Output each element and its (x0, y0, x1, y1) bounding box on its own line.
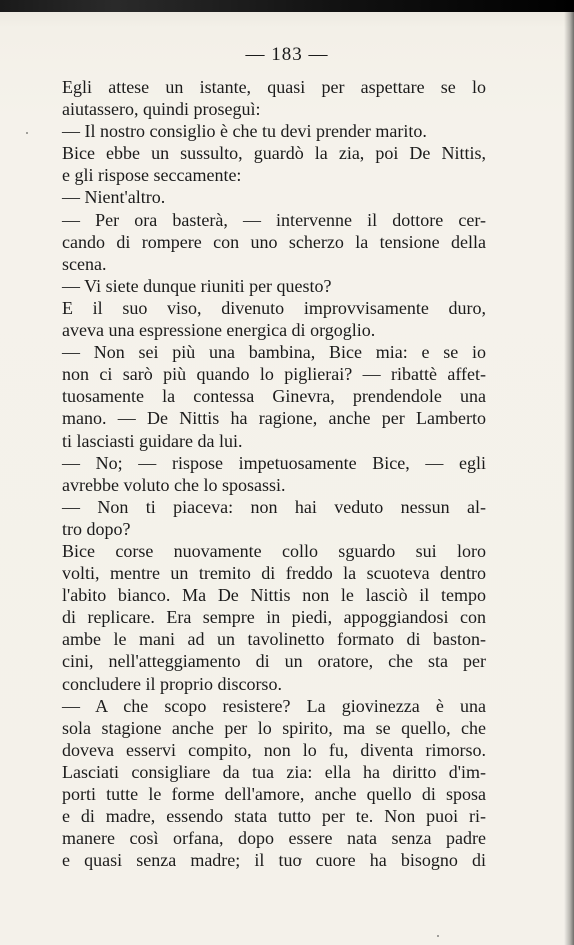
scan-top-edge (0, 0, 574, 12)
text-line: — Vi siete dunque riuniti per questo? (62, 275, 332, 296)
text-line: ti lasciasti guidare da lui. (62, 430, 243, 451)
text-line: tuosamente la contessa Ginevra, prendendole una (62, 386, 486, 407)
text-line: cando di rompere con uno scherzo la tensione della (62, 231, 486, 252)
text-line: volti, mentre un tremito di freddo la scuoteva dentro (62, 563, 486, 584)
page-number: — 183 — (245, 44, 329, 65)
text-line: porti tutte le forme dell'amore, anche quello di sposa (62, 784, 486, 804)
text-line: l'abito bianco. Ma De Nittis non le lasciò il tempo (62, 585, 486, 606)
text-line: avrebbe voluto che lo sposassi. (62, 474, 286, 495)
text-line: Egli attese un istante, quasi per aspettare se lo (62, 77, 486, 97)
text-line: aiutassero, quindi proseguì: (62, 99, 261, 120)
text-line: — Il nostro consiglio è che tu devi prender marito. (62, 121, 427, 142)
text-line: non ci sarò più quando lo piglierai? — ribattè affet- (62, 364, 486, 385)
text-line: — A che scopo resistere? La giovinezza è una (62, 695, 486, 716)
text-line: e quasi senza madre; il tuo cuore ha bisogno di (62, 850, 486, 871)
text-line: manere così orfana, dopo essere nata senza padre (62, 828, 486, 849)
text-line: Lasciati consigliare da tua zia: ella ha diritto d'im- (62, 761, 486, 782)
text-line: tro dopo? (62, 518, 131, 539)
text-line: doveva esservi compito, non lo fu, diventa rimorso. (62, 739, 486, 760)
text-line: Bice corse nuovamente collo sguardo sui loro (62, 540, 486, 561)
ink-speck (26, 132, 28, 134)
text-line: di replicare. Era sempre in piedi, appoggiandosi con (62, 607, 486, 628)
text-line: sola stagione anche per lo spirito, ma se quello, che (62, 717, 486, 738)
scan-right-edge (564, 0, 574, 945)
text-line: e di madre, essendo stata tutto per te. Non puoi ri- (62, 806, 486, 827)
text-line: mano. — De Nittis ha ragione, anche per Lamberto (62, 408, 486, 429)
text-line: scena. (62, 253, 107, 274)
text-line: — No; — rispose impetuosamente Bice, — egli (62, 452, 486, 473)
text-line: — Non sei più una bambina, Bice mia: e se io (62, 342, 486, 363)
text-line: E il suo viso, divenuto improvvisamente duro, (62, 297, 486, 318)
text-line: e gli rispose seccamente: (62, 165, 242, 186)
text-line: ambe le mani ad un tavolinetto formato di baston- (62, 629, 486, 650)
text-line: aveva una espressione energica di orgoglio. (62, 320, 376, 341)
text-line: concludere il proprio discorso. (62, 673, 282, 694)
text-line: — Nient'altro. (62, 187, 166, 208)
ink-speck (437, 935, 439, 937)
text-line: Bice ebbe un sussulto, guardò la zia, poi De Nittis, (62, 143, 486, 164)
body-text (62, 76, 486, 871)
text-line: — Per ora basterà, — intervenne il dottore cer- (62, 209, 486, 230)
text-line: cini, nell'atteggiamento di un oratore, che sta per (62, 651, 486, 672)
text-line: — Non ti piaceva: non hai veduto nessun al- (62, 496, 486, 517)
